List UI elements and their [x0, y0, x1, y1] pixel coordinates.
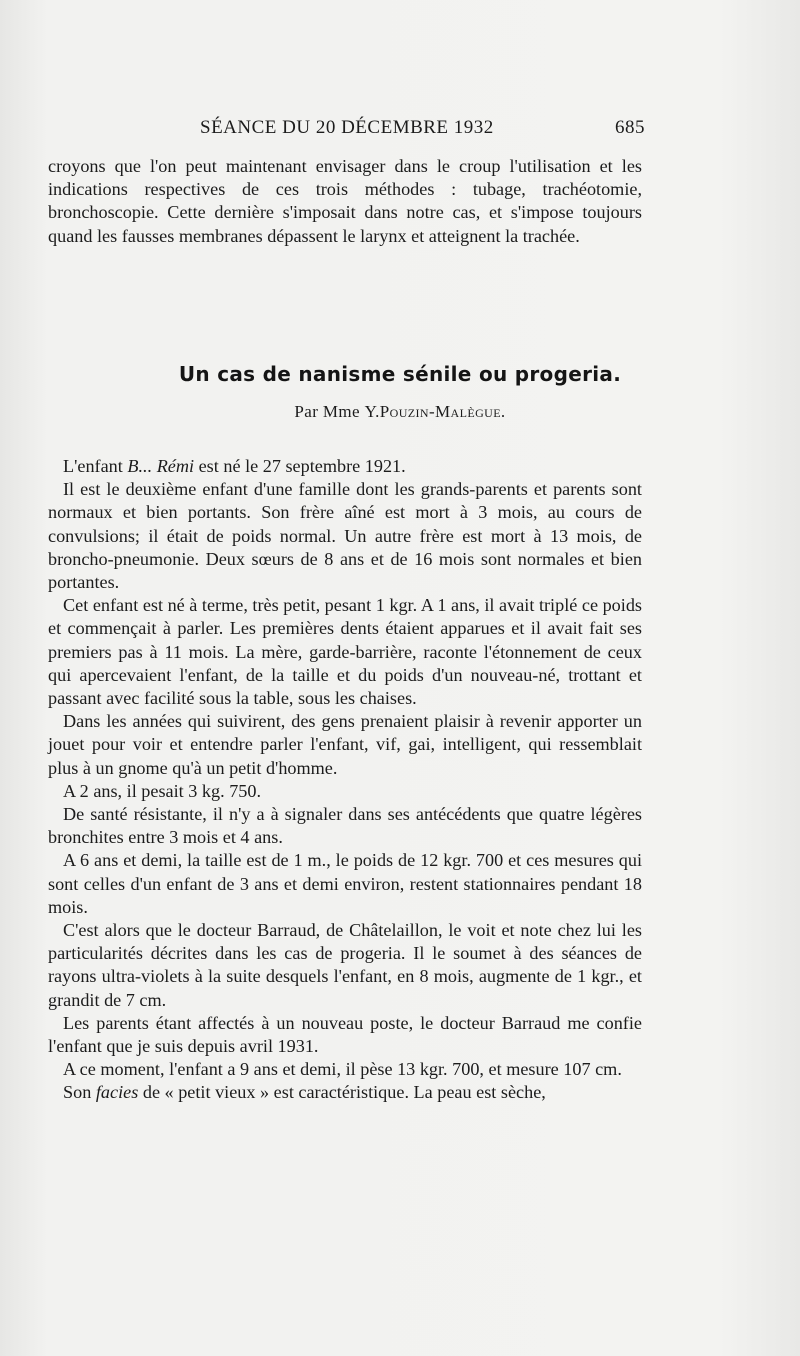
paragraph-lead: Son — [63, 1082, 96, 1103]
author-prefix: Par Mme — [294, 402, 360, 421]
paragraph-text: est né le 27 septembre 1921. — [194, 456, 406, 476]
body-paragraph — [48, 1081, 642, 1104]
italic-term: facies — [95, 1082, 139, 1103]
continuation-block — [48, 155, 642, 248]
page-number: 685 — [615, 117, 645, 138]
body-paragraph — [48, 455, 642, 478]
running-title: SÉANCE DU 20 DÉCEMBRE 1932 — [200, 117, 494, 138]
author-name: Y.Pouzin-Malègue. — [364, 402, 506, 421]
article-body — [48, 455, 642, 1105]
article-title: Un cas de nanisme sénile ou progeria. — [178, 362, 622, 386]
body-paragraph: De santé résistante, il n'y a à signaler dans ses antécédents que quatre légères bronchites entre 3 mois et 4 ans. — [48, 804, 642, 848]
body-paragraph: Cet enfant est né à terme, très petit, pesant 1 kgr. A 1 ans, il avait triplé ce poids et commençait à parler. Les premières dents étaient apparues et il avait fait ses premiers pas à 11 mois. La mère, garde-barrière, raconte l'étonnement de ceux qui apercevaient l'enfant, de la taille et du poids d'un nouveau-né, trottant et passant avec facilité sous la table, sous les chaises. — [48, 595, 642, 709]
body-paragraph: Il est le deuxième enfant d'une famille dont les grands-parents et parents sont normaux et bien portants. Son frère aîné est mort à 3 mois, au cours de convulsions; il était de poids normal. Un autre frère est mort à 13 mois, de broncho-pneumonie. Deux sœurs de 8 ans et de 16 mois sont normales et bien portantes. — [48, 479, 642, 593]
body-paragraph: A ce moment, l'enfant a 9 ans et demi, il pèse 13 kgr. 700, et mesure 107 cm. — [63, 1059, 622, 1080]
paragraph-lead: L'enfant — [63, 456, 128, 476]
body-paragraph: A 2 ans, il pesait 3 kg. 750. — [63, 780, 262, 801]
article-author — [0, 402, 800, 422]
running-header — [200, 117, 645, 139]
body-paragraph: Les parents étant affectés à un nouveau poste, le docteur Barraud me confie l'enfant que je suis depuis avril 1931. — [48, 1012, 642, 1057]
patient-name: B... Rémi — [127, 456, 195, 476]
body-paragraph: C'est alors que le docteur Barraud, de Châtelaillon, le voit et note chez lui les particularités décrites dans les cas de progeria. Il le soumet à des séances de rayons ultra-violets à la suite desquels l'enfant, en 8 mois, augmente de 1 kgr., et grandit de 7 cm. — [48, 920, 642, 1010]
paragraph-text: de « petit vieux » est caractéristique. La peau est sèche, — [138, 1082, 546, 1103]
continuation-paragraph: croyons que l'on peut maintenant envisager dans le croup l'utilisation et les indications respectives de ces trois méthodes : tubage, trachéotomie, bronchoscopie. Cette dernière s'imposait dans notre cas, et s'impose toujours quand les fausses membranes dépassent le larynx et atteignent la trachée. — [48, 156, 642, 246]
body-paragraph: A 6 ans et demi, la taille est de 1 m., le poids de 12 kgr. 700 et ces mesures qui sont celles d'un enfant de 3 ans et demi environ, restent stationnaires pendant 18 mois. — [48, 850, 642, 917]
body-paragraph: Dans les années qui suivirent, des gens prenaient plaisir à revenir apporter un jouet pour voir et entendre parler l'enfant, vif, gai, intelligent, qui ressemblait plus à un gnome qu'à un petit d'homme. — [48, 711, 642, 778]
